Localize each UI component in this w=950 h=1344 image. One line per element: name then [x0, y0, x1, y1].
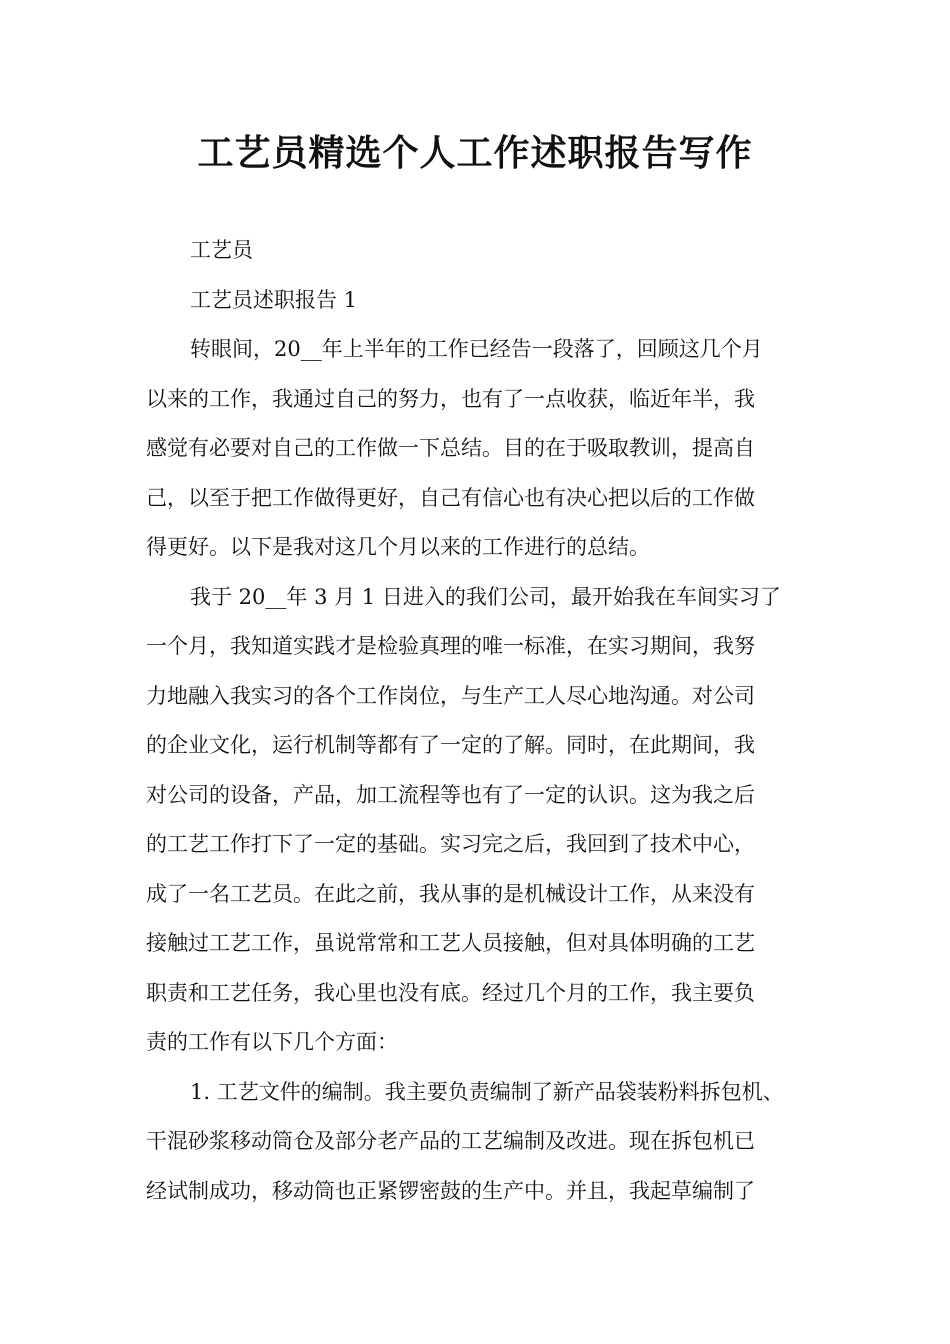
text-line: 1. 工艺文件的编制。我主要负责编制了新产品袋装粉料拆包机、 [190, 1079, 784, 1104]
text-line: 的企业文化，运行机制等都有了一定的了解。同时，在此期间，我 [146, 733, 755, 757]
text-line: 成了一名工艺员。在此之前，我从事的是机械设计工作，从来没有 [146, 881, 755, 906]
text-line: 对公司的设备，产品，加工流程等也有了一定的认识。这为我之后 [146, 782, 755, 807]
text-line: 得更好。以下是我对这几个月以来的工作进行的总结。 [146, 535, 650, 559]
text-line: 干混砂浆移动筒仓及部分老产品的工艺编制及改进。现在拆包机已 [146, 1129, 755, 1153]
text-line: 己，以至于把工作做得更好，自己有信心也有决心把以后的工作做 [146, 485, 755, 510]
text-line: 感觉有必要对自己的工作做一下总结。目的在于吸取教训，提高自 [146, 436, 755, 460]
text-line: 工艺员 [190, 238, 253, 262]
text-line: 接触过工艺工作，虽说常常和工艺人员接触，但对具体明确的工艺 [146, 931, 755, 955]
text-line: 以来的工作，我通过自己的努力，也有了一点收获，临近年半，我 [146, 386, 755, 411]
text-line: 力地融入我实习的各个工作岗位，与生产工人尽心地沟通。对公司 [146, 683, 755, 708]
text-line: 转眼间，20__年上半年的工作已经告一段落了，回顾这几个月 [190, 337, 763, 361]
text-line: 经试制成功，移动筒也正紧锣密鼓的生产中。并且，我起草编制了 [146, 1178, 755, 1203]
text-line: 我于 20__年 3 月 1 日进入的我们公司，最开始我在车间实习了 [190, 584, 781, 609]
text-line: 职责和工艺任务，我心里也没有底。经过几个月的工作，我主要负 [146, 980, 755, 1005]
text-line: 责的工作有以下几个方面： [146, 1030, 398, 1054]
document-title: 工艺员精选个人工作述职报告写作 [197, 132, 753, 174]
text-line: 工艺员述职报告 1 [190, 287, 358, 312]
text-line: 一个月，我知道实践才是检验真理的唯一标准，在实习期间，我努 [146, 634, 755, 658]
text-line: 的工艺工作打下了一定的基础。实习完之后，我回到了技术中心， [146, 832, 755, 856]
document-body [146, 226, 810, 1216]
